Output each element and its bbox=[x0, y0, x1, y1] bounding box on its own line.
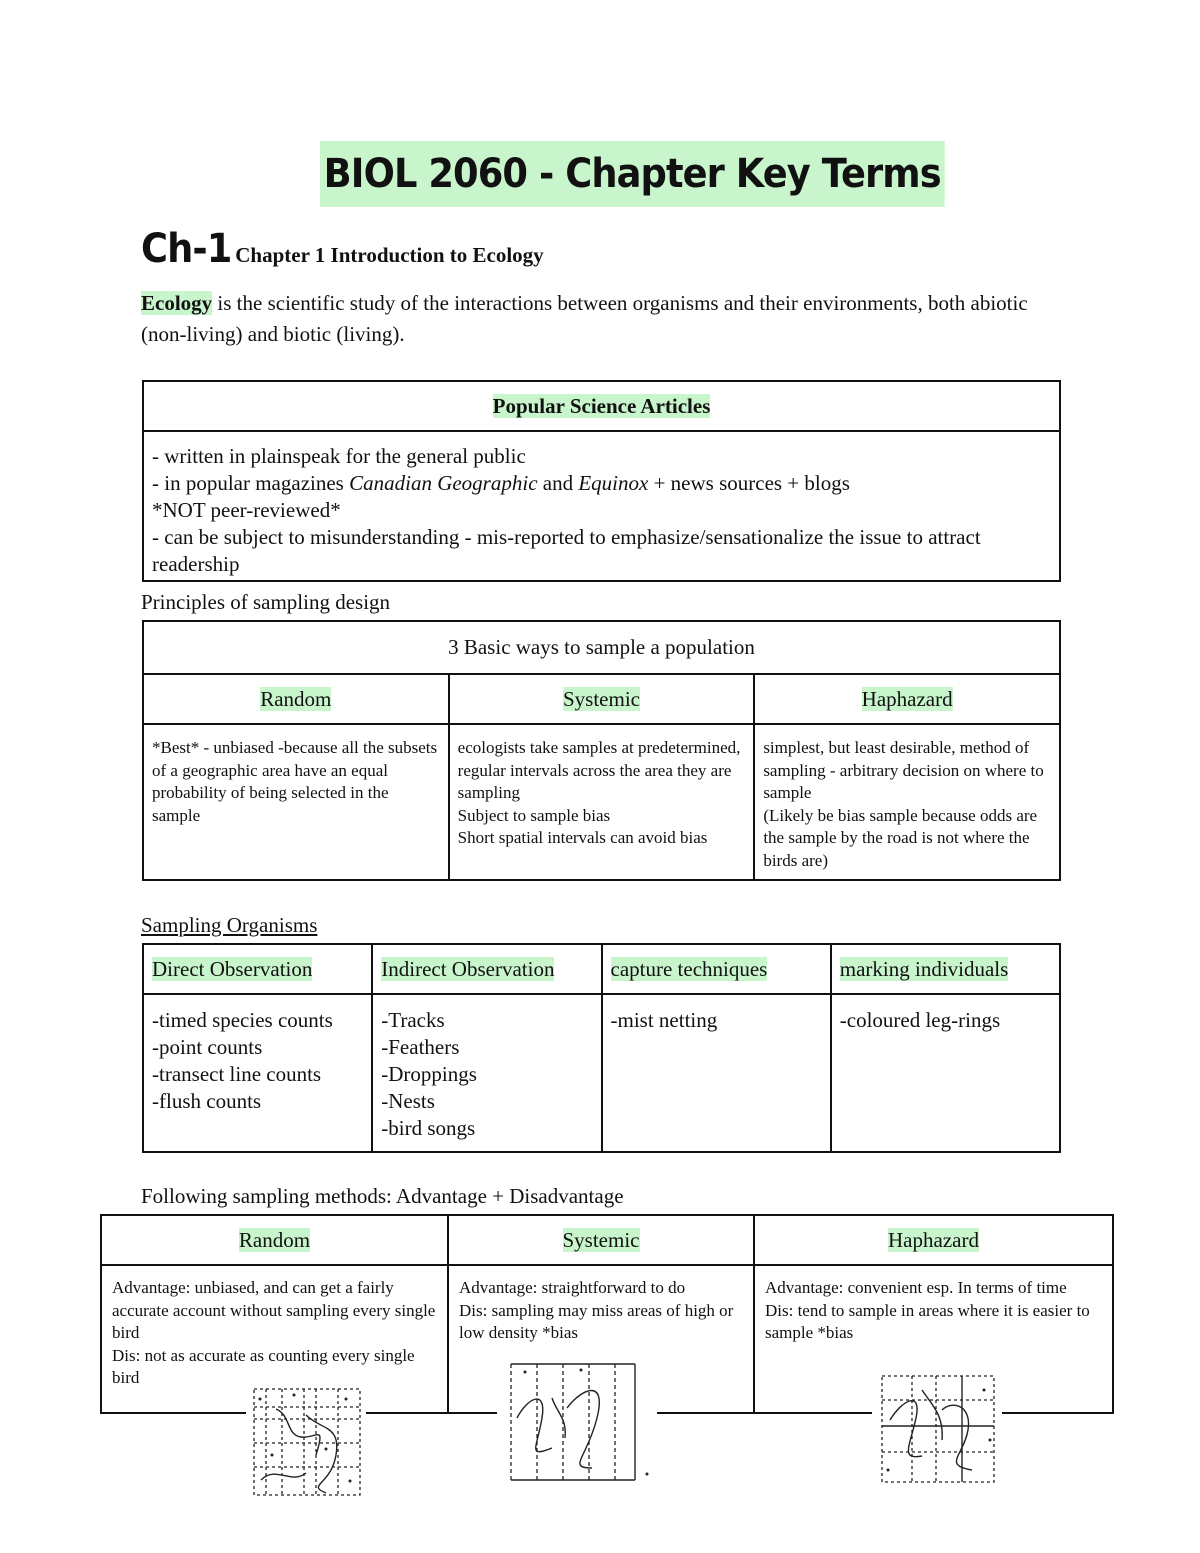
list-item: -mist netting bbox=[610, 1008, 718, 1032]
organisms-direct-body bbox=[143, 994, 372, 1152]
magazine-equinox: Equinox bbox=[578, 471, 649, 495]
sampling-ways-header: 3 Basic ways to sample a population bbox=[143, 621, 1060, 674]
psa-line-3: *NOT peer-reviewed* bbox=[152, 498, 341, 522]
adv-haphazard-line: Advantage: convenient esp. In terms of time bbox=[765, 1278, 1067, 1297]
psa-line-1: - written in plainspeak for the general public bbox=[152, 444, 526, 468]
sampling-organisms-table bbox=[142, 943, 1061, 1153]
systematic-sampling-diagram-icon bbox=[497, 1358, 657, 1484]
adv-systemic-line: Advantage: straightforward to do bbox=[459, 1278, 686, 1297]
organisms-header-cell bbox=[831, 944, 1060, 994]
adv-header-systemic-cell bbox=[448, 1215, 754, 1265]
popular-science-table bbox=[142, 380, 1061, 582]
ways-header-systemic: Systemic bbox=[562, 686, 640, 711]
sampling-design-label: Principles of sampling design bbox=[141, 590, 391, 614]
list-item: -Droppings bbox=[381, 1062, 477, 1086]
ecology-term: Ecology bbox=[141, 291, 213, 315]
organisms-header-indirect: Indirect Observation bbox=[381, 956, 555, 981]
organisms-header-cell bbox=[372, 944, 601, 994]
ways-systemic-line: ecologists take samples at predetermined, regular intervals across the area they are sampling bbox=[457, 738, 745, 802]
adv-haphazard-line: Dis: tend to sample in areas where it is easier to sample *bias bbox=[765, 1300, 1095, 1342]
ways-systemic-line: Short spatial intervals can avoid bias bbox=[457, 828, 708, 847]
random-sampling-diagram-icon bbox=[246, 1385, 366, 1499]
magazine-canadian-geographic: Canadian Geographic bbox=[349, 471, 538, 495]
organisms-header-marking: marking individuals bbox=[839, 956, 1009, 981]
organisms-header-cell bbox=[602, 944, 831, 994]
adv-systemic-line: Dis: sampling may miss areas of high or low density *bias bbox=[459, 1300, 738, 1342]
sampling-ways-table bbox=[142, 620, 1061, 881]
adv-header-random-cell bbox=[101, 1215, 448, 1265]
organisms-header-cell bbox=[143, 944, 372, 994]
ecology-definition bbox=[141, 288, 1041, 350]
psa-line-2 bbox=[152, 470, 1051, 497]
chapter-name: Chapter 1 Introduction to Ecology bbox=[235, 243, 544, 267]
list-item: -timed species counts bbox=[152, 1008, 333, 1032]
ways-random-body bbox=[143, 724, 449, 880]
haphazard-sampling-diagram-icon bbox=[872, 1370, 1002, 1486]
organisms-indirect-body bbox=[372, 994, 601, 1152]
adv-header-haphazard: Haphazard bbox=[888, 1227, 979, 1252]
psa-line-2-prefix: - in popular magazines bbox=[152, 471, 350, 495]
chapter-heading bbox=[141, 226, 544, 272]
ways-header-random-cell bbox=[143, 674, 449, 724]
popular-science-header-cell bbox=[143, 381, 1060, 431]
list-item: -flush counts bbox=[152, 1089, 262, 1113]
ways-haphazard-body bbox=[754, 724, 1060, 880]
adv-random-line: Dis: not as accurate as counting every single bird bbox=[112, 1345, 419, 1387]
popular-science-header: Popular Science Articles bbox=[492, 393, 711, 418]
ways-header-haphazard-cell bbox=[754, 674, 1060, 724]
ways-systemic-line: Subject to sample bias bbox=[457, 805, 611, 825]
ways-haphazard-line: (Likely be bias sample because odds are the sample by the road is not where the birds are) bbox=[763, 805, 1042, 870]
ways-header-haphazard: Haphazard bbox=[861, 686, 953, 711]
ways-haphazard-line: simplest, but least desirable, method of sampling - arbitrary decision on where to sample bbox=[763, 738, 1048, 802]
popular-science-body bbox=[143, 431, 1060, 581]
page-title: BIOL 2060 - Chapter Key Terms bbox=[320, 141, 944, 207]
psa-line-2-and: and bbox=[537, 471, 579, 495]
list-item: -point counts bbox=[152, 1035, 263, 1059]
ways-random-line: *Best* - unbiased -because all the subsets of a geographic area have an equal probability of being selected in the sample bbox=[152, 738, 442, 825]
adv-header-random: Random bbox=[238, 1227, 311, 1252]
list-item: -Nests bbox=[381, 1089, 435, 1113]
list-item: -transect line counts bbox=[152, 1062, 322, 1086]
organisms-header-direct: Direct Observation bbox=[152, 956, 313, 981]
chapter-number: Ch-1 bbox=[141, 226, 232, 272]
adv-header-haphazard-cell bbox=[754, 1215, 1113, 1265]
list-item: -bird songs bbox=[381, 1116, 476, 1140]
organisms-marking-body bbox=[831, 994, 1060, 1152]
list-item: -Tracks bbox=[381, 1008, 445, 1032]
list-item: -coloured leg-rings bbox=[839, 1008, 1001, 1032]
ecology-definition-text: is the scientific study of the interactions between organisms and their environments, both abiotic (non-living) and biotic (living). bbox=[141, 291, 1028, 346]
adv-random-line: Advantage: unbiased, and can get a fairly accurate account without sampling every single bird bbox=[112, 1278, 440, 1342]
ways-header-random: Random bbox=[260, 686, 332, 711]
adv-header-systemic: Systemic bbox=[562, 1227, 640, 1252]
list-item: -Feathers bbox=[381, 1035, 460, 1059]
organisms-capture-body bbox=[602, 994, 831, 1152]
organisms-header-capture: capture techniques bbox=[610, 956, 768, 981]
advantages-label: Following sampling methods: Advantage + Disadvantage bbox=[141, 1184, 624, 1208]
psa-line-4: - can be subject to misunderstanding - mis-reported to emphasize/sensationalize the issue to attract readership bbox=[152, 525, 986, 576]
ways-systemic-body bbox=[449, 724, 755, 880]
sampling-organisms-label: Sampling Organisms bbox=[141, 913, 318, 937]
psa-line-2-suffix: + news sources + blogs bbox=[648, 471, 850, 495]
ways-header-systemic-cell bbox=[449, 674, 755, 724]
